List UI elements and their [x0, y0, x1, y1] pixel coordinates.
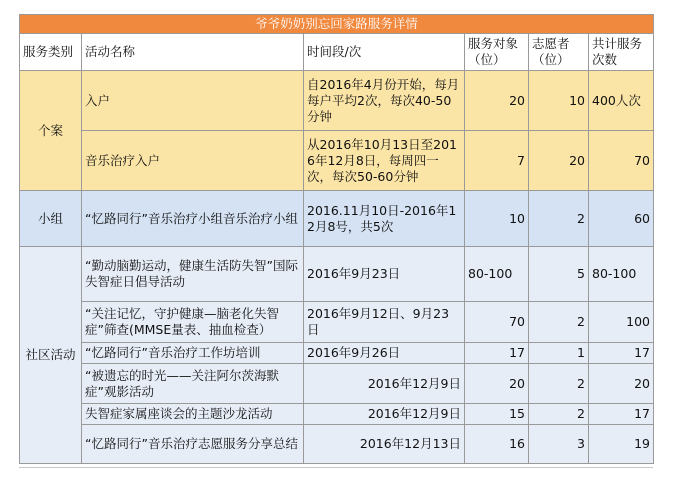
total-cell: 17 — [589, 404, 654, 425]
table-row — [20, 247, 654, 302]
volunteers-cell: 2 — [529, 191, 589, 247]
total-cell: 100 — [589, 302, 654, 343]
period-cell: 2016.11月10日-2016年12月8号，共5次 — [304, 191, 465, 247]
table-row — [20, 404, 654, 425]
activity-cell: 音乐治疗入户 — [82, 131, 304, 191]
activity-cell: “忆路同行”音乐治疗小组音乐治疗小组 — [82, 191, 304, 247]
activity-cell: “被遗忘的时光——关注阿尔茨海默症”观影活动 — [82, 364, 304, 404]
volunteers-cell: 10 — [529, 71, 589, 131]
header-category: 服务类别 — [20, 34, 82, 71]
targets-cell: 15 — [465, 404, 529, 425]
period-cell: 2016年12月9日 — [304, 364, 465, 404]
total-cell: 60 — [589, 191, 654, 247]
table-title: 爷爷奶奶别忘回家路服务详情 — [20, 15, 654, 34]
period-cell: 2016年9月26日 — [304, 343, 465, 364]
header-volunteers: 志愿者（位） — [529, 34, 589, 71]
table-row — [20, 364, 654, 404]
targets-cell: 70 — [465, 302, 529, 343]
total-cell: 400人次 — [589, 71, 654, 131]
category-community: 社区活动 — [20, 247, 82, 464]
volunteers-cell: 20 — [529, 131, 589, 191]
period-cell: 2016年12月13日 — [304, 425, 465, 464]
total-cell: 17 — [589, 343, 654, 364]
targets-cell: 20 — [465, 71, 529, 131]
total-cell: 19 — [589, 425, 654, 464]
category-case: 个案 — [20, 71, 82, 191]
service-details-table — [19, 14, 653, 464]
volunteers-cell: 2 — [529, 302, 589, 343]
period-cell: 自2016年4月份开始，每月每户平均2次，每次40-50分钟 — [304, 71, 465, 131]
activity-cell: “忆路同行”音乐治疗志愿服务分享总结 — [82, 425, 304, 464]
period-cell: 2016年9月12日、9月23日 — [304, 302, 465, 343]
targets-cell: 80-100 — [465, 247, 529, 302]
period-cell: 2016年12月9日 — [304, 404, 465, 425]
volunteers-cell: 2 — [529, 404, 589, 425]
activity-cell: “忆路同行”音乐治疗工作坊培训 — [82, 343, 304, 364]
total-cell: 80-100 — [589, 247, 654, 302]
targets-cell: 17 — [465, 343, 529, 364]
targets-cell: 10 — [465, 191, 529, 247]
table-row — [20, 343, 654, 364]
table-row — [20, 302, 654, 343]
table-row — [20, 191, 654, 247]
period-cell: 从2016年10月13日至2016年12月8日，每周四一次，每次50-60分钟 — [304, 131, 465, 191]
total-cell: 20 — [589, 364, 654, 404]
header-row — [20, 34, 654, 71]
table-row — [20, 71, 654, 131]
header-total: 共计服务次数 — [589, 34, 654, 71]
total-cell: 70 — [589, 131, 654, 191]
table-row — [20, 425, 654, 464]
targets-cell: 20 — [465, 364, 529, 404]
header-targets: 服务对象（位） — [465, 34, 529, 71]
targets-cell: 16 — [465, 425, 529, 464]
activity-cell: “勤动脑勤运动，健康生活防失智”国际失智症日倡导活动 — [82, 247, 304, 302]
volunteers-cell: 2 — [529, 364, 589, 404]
targets-cell: 7 — [465, 131, 529, 191]
volunteers-cell: 3 — [529, 425, 589, 464]
activity-cell: 入户 — [82, 71, 304, 131]
activity-cell: “关注记忆，守护健康—脑老化失智症”筛查(MMSE量表、抽血检查） — [82, 302, 304, 343]
activity-cell: 失智症家属座谈会的主题沙龙活动 — [82, 404, 304, 425]
sheet-bottom-gridline — [19, 467, 653, 468]
table-row — [20, 131, 654, 191]
volunteers-cell: 1 — [529, 343, 589, 364]
category-group: 小组 — [20, 191, 82, 247]
period-cell: 2016年9月23日 — [304, 247, 465, 302]
volunteers-cell: 5 — [529, 247, 589, 302]
header-period: 时间段/次 — [304, 34, 465, 71]
header-activity: 活动名称 — [82, 34, 304, 71]
